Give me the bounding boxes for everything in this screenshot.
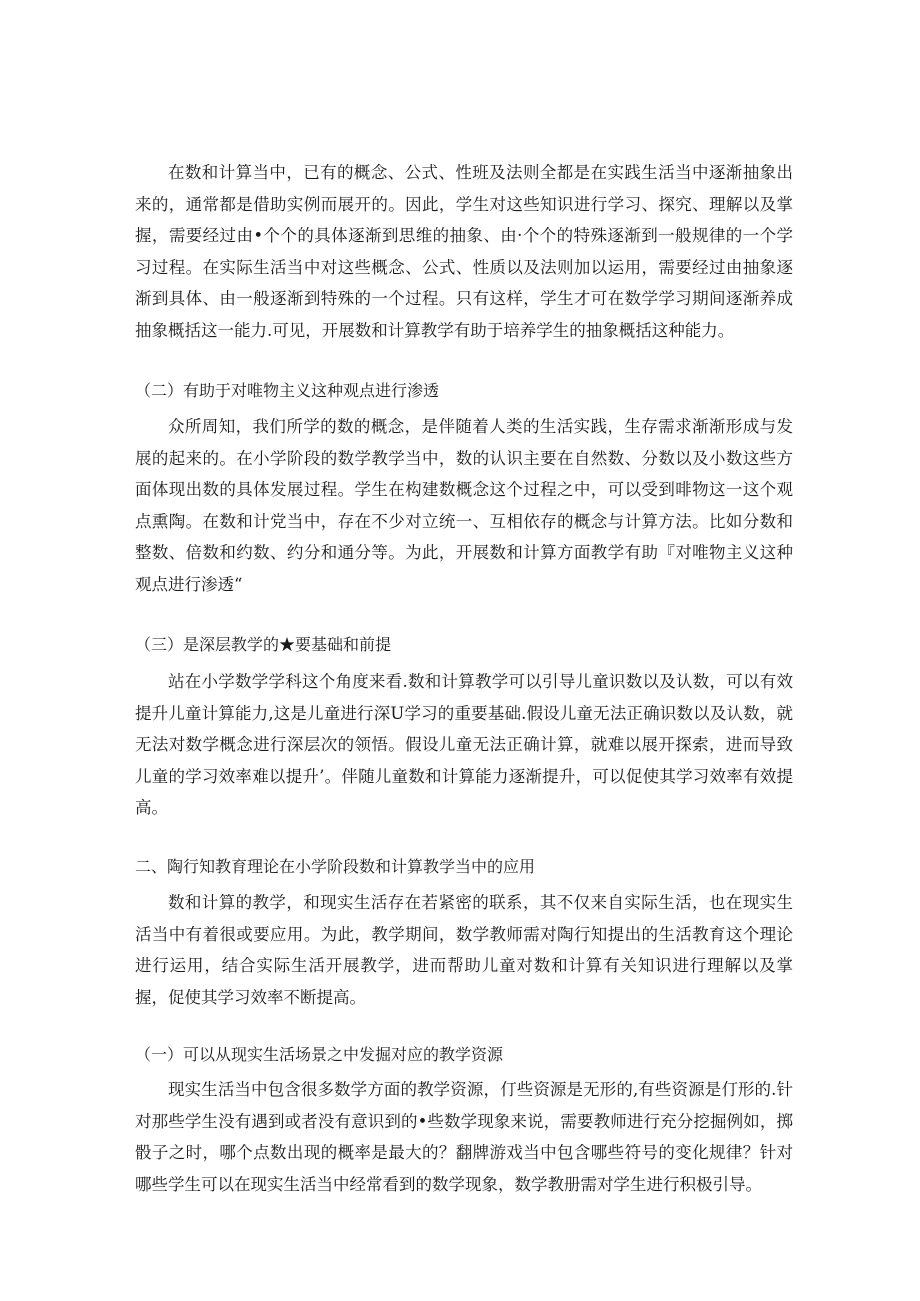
- section-heading-materialism: （二）有助于对唯物主义这种观点进行渗透: [135, 381, 440, 400]
- paragraph-foundation: 站在小学数学学科这个角度来看.数和计算教学可以引导儿童识数以及认数，可以有效提升儿童计算能力,这是儿童进行深U学习的重要基础.假设儿童无法正确识数以及认数，就无法对数学概念进行深层次的领悟。假设儿童无法正确计算，就难以展开探索，进而导致儿童的学习效率难以提升’。伴随儿童数和计算能力逐渐提升，可以促使其学习效率有效提高。: [135, 672, 793, 817]
- section-heading-foundation: （三）是深层教学的★要基础和前提: [135, 635, 392, 654]
- paragraph-abstraction: 在数和计算当中，已有的概念、公式、性班及法则全都是在实践生活当中逐渐抽象出来的，通常都是借助实例而展开的。因此，学生对这些知识进行学习、探究、理解以及掌握，需要经过由•个个的具体逐渐到思维的抽象、由·个个的特殊逐渐到一般规律的一个学习过程。在实际生活当中对这些概念、公式、性质以及法则加以运用，需要经过由抽象逐渐到具体、由一般逐渐到特殊的一个过程。只有这样，学生才可在数学学习期间逐渐养成抽象概括这一能力.可见，开展数和计算教学有助于培养学生的抽象概括这种能力。: [135, 163, 793, 340]
- paragraph-application: 数和计算的教学，和现实生活存在若紧密的联系，其不仅来自实际生活，也在现实生活当中有着很或要应用。为此，教学期间，数学教师需对陶行知提出的生活教育这个理论进行运用，结合实际生活开展教学，进而帮助儿童对数和计算有关知识进行理解以及掌握，促使其学习效率不断提高。: [135, 893, 793, 1007]
- section-heading-application: 二、陶行知教育理论在小学阶段数和计算教学当中的应用: [135, 857, 536, 876]
- paragraph-materialism: 众所周知，我们所学的数的概念，是伴随着人类的生活实践，生存需求渐渐形成与发展的起来的。在小学阶段的数学教学当中，数的认识主要在自然数、分数以及小数这些方面体现出数的具体发展过程。学生在构建数概念这个过程之中，可以受到啡物这一这个观点熏陶。在数和计党当中，存在不少对立统一、互相依存的概念与计算方法。比如分数和整数、倍数和约数、约分和通分等。为此，开展数和计算方面教学有助『对唯物主义这种观点进行渗透“: [135, 417, 793, 594]
- paragraph-resources: 现实生活当中包含很多数学方面的教学资源，仃些资源是无形的,有些资源是仃形的.针对那些学生没有遇到或者没有意识到的•些数学现象来说，需要教师进行充分挖掘例如，掷骰子之时，哪个点数出现的概率是最大的？翻牌游戏当中包含哪些符号的变化规律？针对哪些学生可以在现实生活当中经常看到的数学现象，数学教册需对学生进行积极引导。: [135, 1080, 793, 1194]
- section-heading-resources: （一）可以从现实生活场景之中发掘对应的教学资源: [135, 1045, 504, 1064]
